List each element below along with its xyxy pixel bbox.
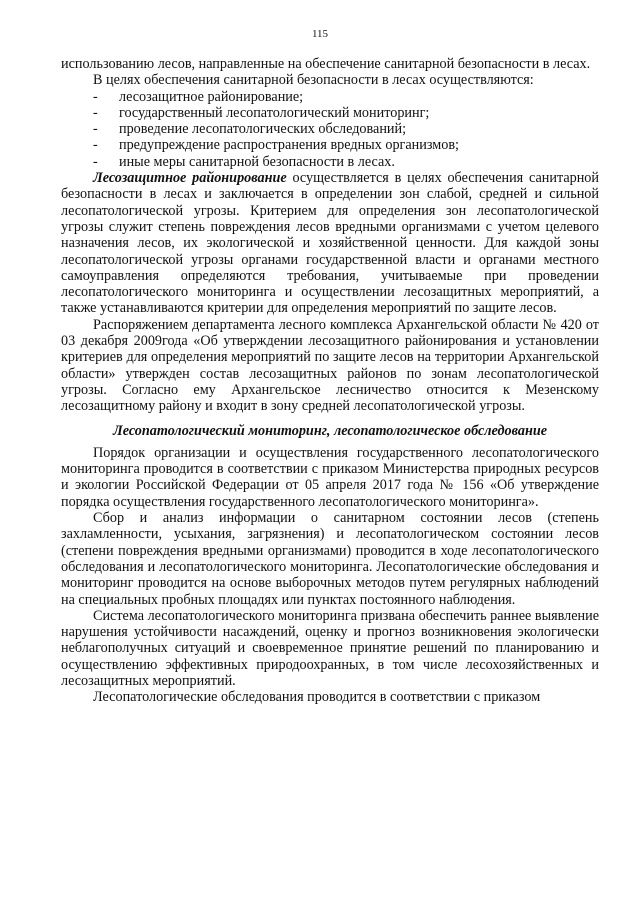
list-item bbox=[61, 105, 599, 121]
monitoring-paragraph: Порядок организации и осуществления государственного лесопатологического мониторинга проводится в соответствии с приказом Министерства природных ресурсов и экологии Российской Федерации от 05 апреля 2017 года № 156 «Об утверждение порядка осуществления государственного лесопатологического мониторинга». bbox=[61, 444, 599, 510]
list-item bbox=[61, 121, 599, 137]
bullet-dash: - bbox=[93, 104, 98, 121]
list-item bbox=[61, 137, 599, 153]
list-item-text: предупреждение распространения вредных организмов; bbox=[119, 137, 459, 154]
zoning-term: Лесозащитное районирование bbox=[93, 170, 287, 187]
document-body bbox=[61, 56, 599, 706]
bullet-dash: - bbox=[93, 153, 98, 170]
page-number: 115 bbox=[311, 28, 329, 40]
list-item-text: государственный лесопатологический мониторинг; bbox=[119, 104, 430, 121]
zoning-paragraph bbox=[61, 170, 599, 317]
monitoring-paragraph: Сбор и анализ информации о санитарном состоянии лесов (степень захламленности, усыхания, загрязнения) и лесопатологическом состоянии лесов (степени повреждения вредными организмами) проводится в ходе лесопатологического обследования и лесопатологического мониторинга. Лесопатологические обследования и мониторинг проводится на основе выборочных методов путем регулярных наблюдений на специальных пробных площадях или пунктах постоянного наблюдения. bbox=[61, 510, 599, 608]
bullet-dash: - bbox=[93, 121, 98, 138]
list-item-text: лесозащитное районирование; bbox=[119, 88, 304, 105]
measures-list bbox=[61, 89, 599, 170]
section-heading: Лесопатологический мониторинг, лесопатологическое обследование bbox=[112, 422, 548, 439]
list-item-text: иные меры санитарной безопасности в лесах. bbox=[119, 153, 395, 170]
zoning-text: осуществляется в целях обеспечения санитарной безопасности в лесах и заключается в определении зон слабой, средней и сильной лесопатологической угрозы. Критерием для определения зон лесопатологической угрозы служит степень повреждения лесов вредными организмами с учетом целевого назначения лесов, их экологической и хозяйственной ценности. Для каждой зоны лесопатологической угрозы органами государственной власти и органами местного самоуправления определяются требования, учитываемые при проведении лесопатологического мониторинга и осуществлении лесозащитных мероприятий, а также устанавливаются критерии для определения мероприятий по защите лесов. bbox=[61, 170, 599, 317]
list-item bbox=[61, 154, 599, 170]
monitoring-paragraph: Лесопатологические обследования проводится в соответствии с приказом bbox=[93, 689, 541, 706]
bullet-dash: - bbox=[93, 137, 98, 154]
monitoring-paragraph: Система лесопатологического мониторинга призвана обеспечить раннее выявление нарушения устойчивости насаждений, оценку и прогноз возникновения экологически неблагополучных ситуаций и своевременное принятие решений по планированию и осуществлению эффективных природоохранных, в том числе лесохозяйственных и лесозащитных мероприятий. bbox=[61, 607, 600, 689]
intro-continuation: использованию лесов, направленные на обеспечение санитарной безопасности в лесах. bbox=[61, 56, 591, 72]
list-item bbox=[61, 89, 599, 105]
bullet-dash: - bbox=[93, 88, 98, 105]
order-paragraph: Распоряжением департамента лесного комплекса Архангельской области № 420 от 03 декабря 2009года «Об утверждении лесозащитного районирования и установлении критериев для определения мероприятий по защите лесов на территории Архангельской области» утвержден состав лесозащитных районов по зонам лесопатологической угрозы. Согласно ему Архангельское лесничество относится к Мезенскому лесозащитному району и входит в зону средней лесопатологической угрозы. bbox=[61, 316, 599, 415]
measures-intro: В целях обеспечения санитарной безопасности в лесах осуществляются: bbox=[93, 72, 534, 89]
list-item-text: проведение лесопатологических обследований; bbox=[119, 121, 407, 138]
